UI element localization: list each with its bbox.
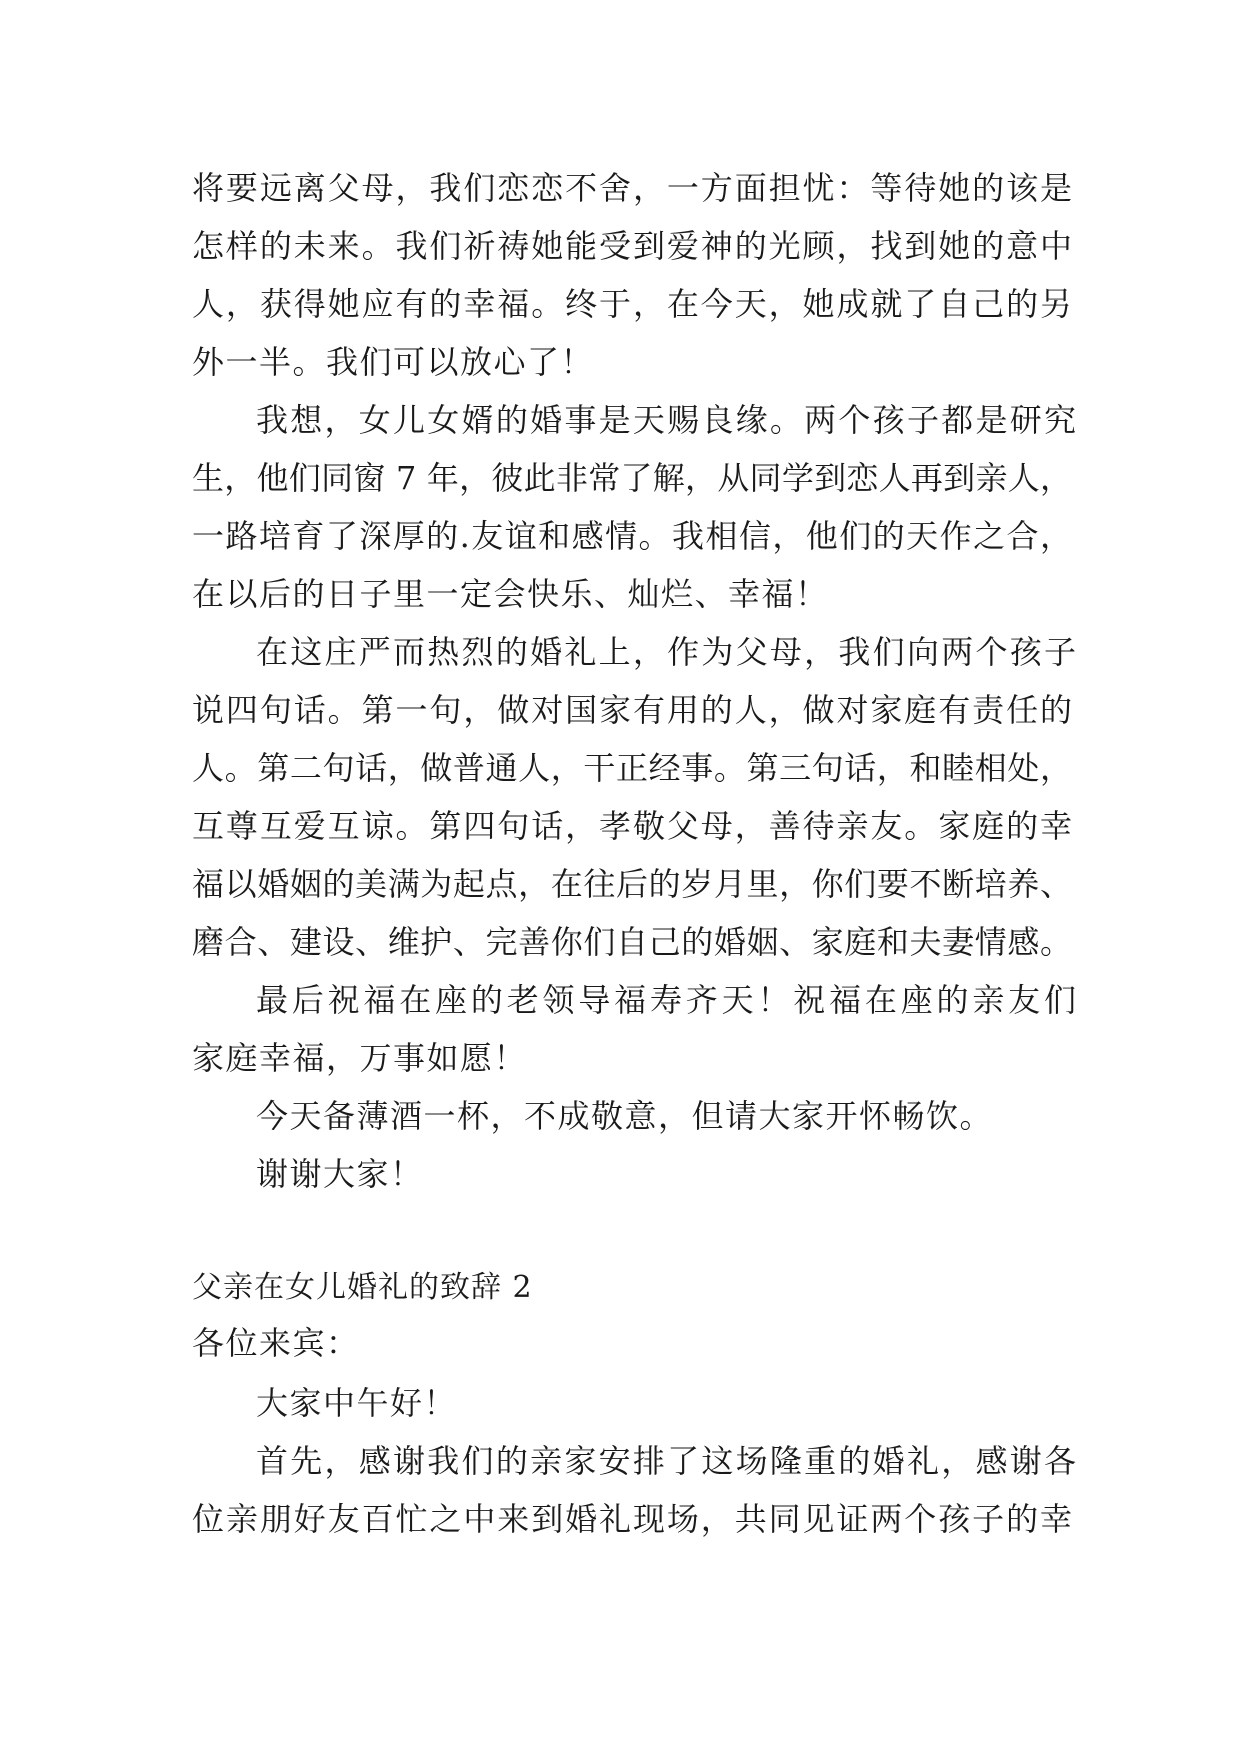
paragraph-line: 大家中午好！ bbox=[256, 1384, 458, 1422]
paragraph-line: 人，获得她应有的幸福。终于，在今天，她成就了自己的另 bbox=[192, 285, 1072, 323]
paragraph-line: 互尊互爱互谅。第四句话，孝敬父母，善待亲友。家庭的幸 bbox=[192, 807, 1072, 845]
paragraph-line: 磨合、建设、维护、完善你们自己的婚姻、家庭和夫妻情感。 bbox=[192, 923, 1072, 961]
paragraph-line: 最后祝福在座的老领导福寿齐天！祝福在座的亲友们 bbox=[256, 981, 1076, 1019]
paragraph-line: 我想，女儿女婿的婚事是天赐良缘。两个孩子都是研究 bbox=[256, 401, 1076, 439]
paragraph-line: 生，他们同窗 7 年，彼此非常了解，从同学到恋人再到亲人， bbox=[192, 459, 1072, 497]
paragraph-line: 在以后的日子里一定会快乐、灿烂、幸福！ bbox=[192, 575, 829, 613]
paragraph-line: 首先，感谢我们的亲家安排了这场隆重的婚礼，感谢各 bbox=[256, 1442, 1076, 1480]
salutation: 各位来宾： bbox=[192, 1324, 360, 1362]
paragraph-line: 说四句话。第一句，做对国家有用的人，做对家庭有责任的 bbox=[192, 691, 1072, 729]
paragraph-line: 今天备薄酒一杯，不成敬意，但请大家开怀畅饮。 bbox=[256, 1097, 994, 1135]
paragraph-line: 位亲朋好友百忙之中来到婚礼现场，共同见证两个孩子的幸 bbox=[192, 1500, 1072, 1538]
paragraph-line: 外一半。我们可以放心了！ bbox=[192, 343, 595, 381]
section-title: 父亲在女儿婚礼的致辞 2 bbox=[192, 1270, 533, 1305]
paragraph-line: 在这庄严而热烈的婚礼上，作为父母，我们向两个孩子 bbox=[256, 633, 1076, 671]
paragraph-line: 谢谢大家！ bbox=[256, 1155, 424, 1193]
paragraph-line: 一路培育了深厚的.友谊和感情。我相信，他们的天作之合， bbox=[192, 517, 1072, 555]
paragraph-line: 家庭幸福，万事如愿！ bbox=[192, 1039, 528, 1077]
paragraph-line: 将要远离父母，我们恋恋不舍，一方面担忧：等待她的该是 bbox=[192, 169, 1072, 207]
paragraph-line: 人。第二句话，做普通人，干正经事。第三句话，和睦相处， bbox=[192, 749, 1072, 787]
paragraph-line: 怎样的未来。我们祈祷她能受到爱神的光顾，找到她的意中 bbox=[192, 227, 1072, 265]
paragraph-line: 福以婚姻的美满为起点，在往后的岁月里，你们要不断培养、 bbox=[192, 865, 1072, 903]
